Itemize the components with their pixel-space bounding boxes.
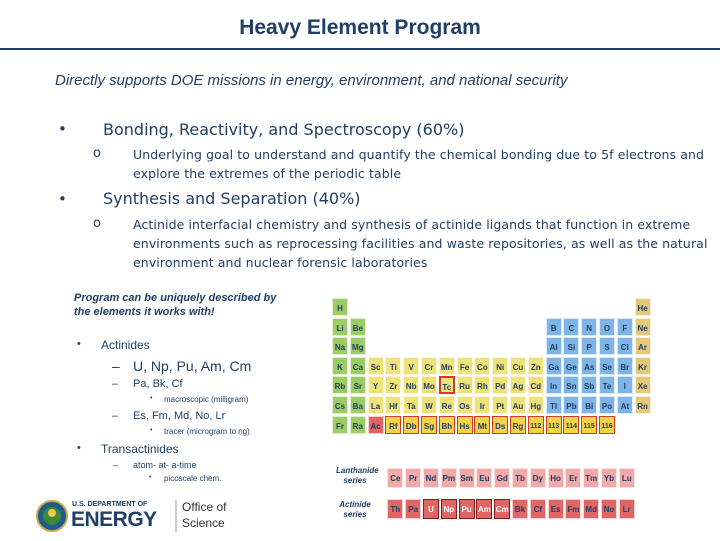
element-ce [387,468,403,488]
element-symbol: Co [477,362,488,372]
element-symbol: S [604,343,610,353]
element-pa [405,499,421,519]
element-zn [528,357,544,375]
element-symbol: Kr [638,362,648,372]
element-symbol: Sr [353,382,363,392]
element-symbol: W [425,402,433,411]
element-symbol: K [337,362,343,372]
element-mo [421,376,437,394]
element-symbol: 114 [565,422,578,430]
element-symbol: Th [390,505,401,514]
element-symbol: Cr [424,362,434,372]
element-symbol: Ne [637,323,648,333]
element-symbol: Lu [621,474,632,483]
element-symbol: No [603,505,615,514]
element-symbol: H [337,304,343,313]
element-symbol: Mt [477,421,488,431]
element-li [332,318,348,336]
element-symbol: Fm [567,505,580,514]
element-symbol: Yb [603,474,615,483]
lanthanide-series-label: Lanthanide series [336,466,379,485]
element-symbol: Pa [408,505,419,514]
element-sc [368,357,384,375]
element-zr [385,376,401,394]
sub-bullet-bonding: Underlying goal to understand and quantify the chemical bonding due to 5f electrons and explore the extremes of the periodic table [133,147,705,181]
element-pb [563,396,579,414]
element-nd [423,468,439,488]
element-113 [546,416,562,434]
element-hg [528,396,544,414]
element-symbol: Ir [479,402,486,411]
element-se [599,357,615,375]
element-au [510,396,526,414]
element-symbol: Er [569,474,578,483]
element-pu [459,499,475,519]
element-symbol: Ti [389,362,397,372]
element-symbol: Db [405,421,417,431]
dept-line1: U.S. DEPARTMENT OF [72,501,148,508]
element-c [563,318,579,336]
element-te [599,376,615,394]
element-sn [563,376,579,394]
element-symbol: Rb [334,382,346,392]
element-symbol: Ga [548,362,559,372]
periodic-table [332,298,672,530]
element-symbol: Ra [352,421,363,431]
element-symbol: Pt [496,402,505,411]
element-k [332,357,348,375]
element-symbol: B [550,323,557,333]
element-hf [385,396,401,414]
element-er [565,468,581,488]
element-symbol: Np [443,505,455,514]
element-symbol: O [603,323,611,333]
element-symbol: Ds [495,421,506,431]
element-cf [530,499,546,519]
element-symbol: Y [372,382,379,392]
element-at [617,396,633,414]
element-si [563,337,579,355]
bullet-heading-bonding: Bonding, Reactivity, and Spectroscopy (60%) [103,120,465,139]
dept-line2: ENERGY [71,508,157,531]
element-ho [548,468,564,488]
element-symbol: Po [601,402,613,411]
element-yb [601,468,617,488]
element-bh [439,416,455,434]
element-rn [635,396,651,414]
element-cu [510,357,526,375]
list-group2: Pa, Bk, Cf [133,378,183,390]
element-pm [441,468,457,488]
list-group4: atom- at- a-time [133,460,197,470]
element-p [581,337,597,355]
bullet-dot: • [58,190,67,208]
element-symbol: As [584,362,595,372]
element-symbol: Se [602,362,612,372]
bullet-dot: • [58,120,67,138]
element-symbol: Cm [495,505,509,514]
element-symbol: Pd [495,382,506,392]
element-i [617,376,633,394]
element-symbol: Cf [533,505,543,514]
element-rh [474,376,490,394]
element-symbol: Eu [479,474,490,483]
element-symbol: Ac [370,421,381,431]
element-symbol: V [408,362,414,372]
element-symbol: C [568,323,575,333]
element-es [548,499,564,519]
element-symbol: P [586,343,592,353]
element-ga [546,357,562,375]
sub-bullet-mark: o [93,146,101,161]
element-as [581,357,597,375]
list-transactinides: Transactinides [101,442,179,456]
element-xe [635,376,651,394]
element-symbol: Bi [585,402,594,411]
element-symbol: Fe [459,362,470,372]
element-tl [546,396,562,414]
element-symbol: At [620,402,630,411]
office-line2: Science [182,516,225,530]
element-bk [512,499,528,519]
element-ni [492,357,508,375]
element-hs [457,416,473,434]
element-sg [421,416,437,434]
element-cm [494,499,510,519]
element-symbol: Gd [496,474,508,483]
element-symbol: Bh [441,421,453,431]
page-title: Heavy Element Program [239,16,481,39]
element-symbol: Hs [459,421,470,431]
element-tm [583,468,599,488]
bullet-heading-synthesis: Synthesis and Separation (40%) [103,189,361,208]
element-be [350,318,366,336]
element-co [474,357,490,375]
element-in [546,376,562,394]
element-symbol: Al [549,343,558,353]
element-ge [563,357,579,375]
element-ca [350,357,366,375]
element-symbol: Pb [566,402,577,411]
element-symbol: Sn [566,382,577,392]
element-dy [530,468,546,488]
element-sm [459,468,475,488]
element-ne [635,318,651,336]
element-w [421,396,437,414]
element-symbol: Rg [512,421,524,431]
element-symbol: La [370,402,381,411]
element-symbol: Hf [389,402,398,411]
element-o [599,318,615,336]
element-symbol: Cl [620,343,629,353]
element-symbol: Os [459,402,470,411]
element-symbol: Ar [638,343,648,353]
element-symbol: Rn [637,402,648,411]
element-symbol: Tl [550,402,558,411]
element-symbol: He [637,304,648,313]
title-rule [0,48,720,50]
element-symbol: Si [567,343,576,353]
element-lr [619,499,635,519]
element-ru [457,376,473,394]
list-group2-note: macroscopic (milligram) [164,395,249,404]
element-symbol: Nd [425,474,437,483]
element-am [476,499,492,519]
list-dash: – [113,460,119,470]
element-symbol: Ru [459,382,470,392]
element-v [403,357,419,375]
element-ds [492,416,508,434]
element-symbol: Pr [408,474,418,483]
element-mn [439,357,455,375]
element-symbol: Li [336,323,344,333]
list-bullet: • [77,338,81,350]
list-actinides: Actinides [101,338,150,352]
element-symbol: Cd [530,382,542,392]
list-bullet: • [77,442,81,454]
element-cs [332,396,348,414]
list-group3: Es, Fm, Md, No, Lr [133,410,226,422]
list-bullet: • [150,395,153,402]
element-symbol: Cu [512,362,524,372]
element-symbol: Md [585,505,597,514]
list-bullet: • [149,474,152,481]
list-dash: – [112,358,120,374]
element-rb [332,376,348,394]
sub-bullet-synthesis: Actinide interfacial chemistry and synthesis of actinide ligands that function in extreme environments such as reprocessing facilities and waste repositories, as well as the natural environment and nuclear forensic laboratories [133,217,708,270]
element-symbol: Sg [423,421,435,431]
element-ta [403,396,419,414]
office-line1: Office of [182,500,227,514]
element-fm [565,499,581,519]
element-gd [494,468,510,488]
element-symbol: Lr [622,505,631,514]
element-pr [405,468,421,488]
element-symbol: Te [602,382,612,392]
element-he [635,298,651,316]
element-nb [403,376,419,394]
element-symbol: In [550,382,558,392]
element-symbol: Sb [584,382,595,392]
element-symbol: Tc [442,383,452,393]
element-symbol: Tb [515,474,525,483]
element-os [457,396,473,414]
element-symbol: Pu [461,505,472,514]
element-symbol: Cs [334,402,346,411]
element-symbol: 116 [601,422,613,430]
element-ba [350,396,366,414]
element-symbol: 112 [530,422,542,430]
element-re [439,396,455,414]
element-lu [619,468,635,488]
element-pd [492,376,508,394]
list-dash: – [112,378,119,390]
element-symbol: Na [334,343,346,353]
element-np [441,499,457,519]
doe-logo [36,496,236,536]
element-symbol: Mn [441,362,453,372]
element-n [581,318,597,336]
element-symbol: Ni [496,362,505,372]
element-mg [350,337,366,355]
element-na [332,337,348,355]
element-ac [368,416,384,434]
element-symbol: Ca [352,362,363,372]
element-symbol: Rh [477,382,488,392]
element-tb [512,468,528,488]
element-114 [563,416,579,434]
element-br [617,357,633,375]
element-kr [635,357,651,375]
element-s [599,337,615,355]
actinide-series-label: Actinide series [339,500,371,519]
element-112 [528,416,544,434]
sub-bullet-mark: o [93,216,101,231]
element-symbol: F [622,323,628,333]
element-fr [332,416,348,434]
element-symbol: Am [477,505,491,514]
list-group3-note: tracer (microgram to ng) [164,427,250,436]
element-symbol: U [428,505,434,514]
element-po [599,396,615,414]
element-fe [457,357,473,375]
element-symbol: Mg [352,343,364,353]
element-tc [439,376,455,394]
element-b [546,318,562,336]
element-ag [510,376,526,394]
element-symbol: Mo [423,382,435,392]
element-al [546,337,562,355]
element-cl [617,337,633,355]
element-symbol: Dy [532,474,543,483]
element-symbol: Au [512,402,524,411]
element-symbol: Ta [406,402,416,411]
element-116 [599,416,615,434]
list-dash: – [112,410,119,422]
element-symbol: Nb [405,382,417,392]
element-db [403,416,419,434]
element-sb [581,376,597,394]
element-symbol: Ho [550,474,561,483]
element-sr [350,376,366,394]
element-symbol: Pm [442,474,456,483]
element-symbol: Sm [460,474,473,483]
element-bi [581,396,597,414]
element-symbol: Re [441,402,452,411]
list-group1: U, Np, Pu, Am, Cm [133,358,252,374]
element-mt [474,416,490,434]
element-symbol: Tm [585,474,598,483]
element-symbol: 115 [583,422,595,430]
element-symbol: Ba [352,402,363,411]
element-symbol: I [623,382,626,392]
element-rf [385,416,401,434]
element-th [387,499,403,519]
element-ir [474,396,490,414]
list-bullet: • [150,427,153,434]
element-symbol: Fr [336,421,344,431]
element-symbol: Zr [389,382,398,392]
element-pt [492,396,508,414]
element-h [332,298,348,316]
element-symbol: Br [620,362,630,372]
element-ti [385,357,401,375]
element-symbol: Sc [370,362,381,372]
element-symbol: Bk [514,505,526,514]
subtitle: Directly supports DOE missions in energy, environment, and national security [55,72,568,89]
element-symbol: Es [550,505,561,514]
element-no [601,499,617,519]
element-symbol: Ge [566,362,577,372]
element-u [423,499,439,519]
element-symbol: Zn [530,362,541,372]
element-symbol: Hg [530,402,542,411]
element-cr [421,357,437,375]
list-group4-note: picoscale chem. [164,474,222,483]
element-cd [528,376,544,394]
element-rg [510,416,526,434]
element-symbol: 113 [547,422,560,430]
element-symbol: Xe [637,382,648,392]
callout-text: Program can be uniquely described by the elements it works with! [74,292,277,318]
element-eu [476,468,492,488]
element-y [368,376,384,394]
element-symbol: Rf [389,421,398,431]
element-ar [635,337,651,355]
element-la [368,396,384,414]
element-md [583,499,599,519]
element-symbol: Ag [512,382,524,392]
element-symbol: Ce [390,474,401,483]
element-symbol: Be [352,323,363,333]
element-symbol: N [586,323,593,333]
element-115 [581,416,597,434]
element-ra [350,416,366,434]
element-f [617,318,633,336]
